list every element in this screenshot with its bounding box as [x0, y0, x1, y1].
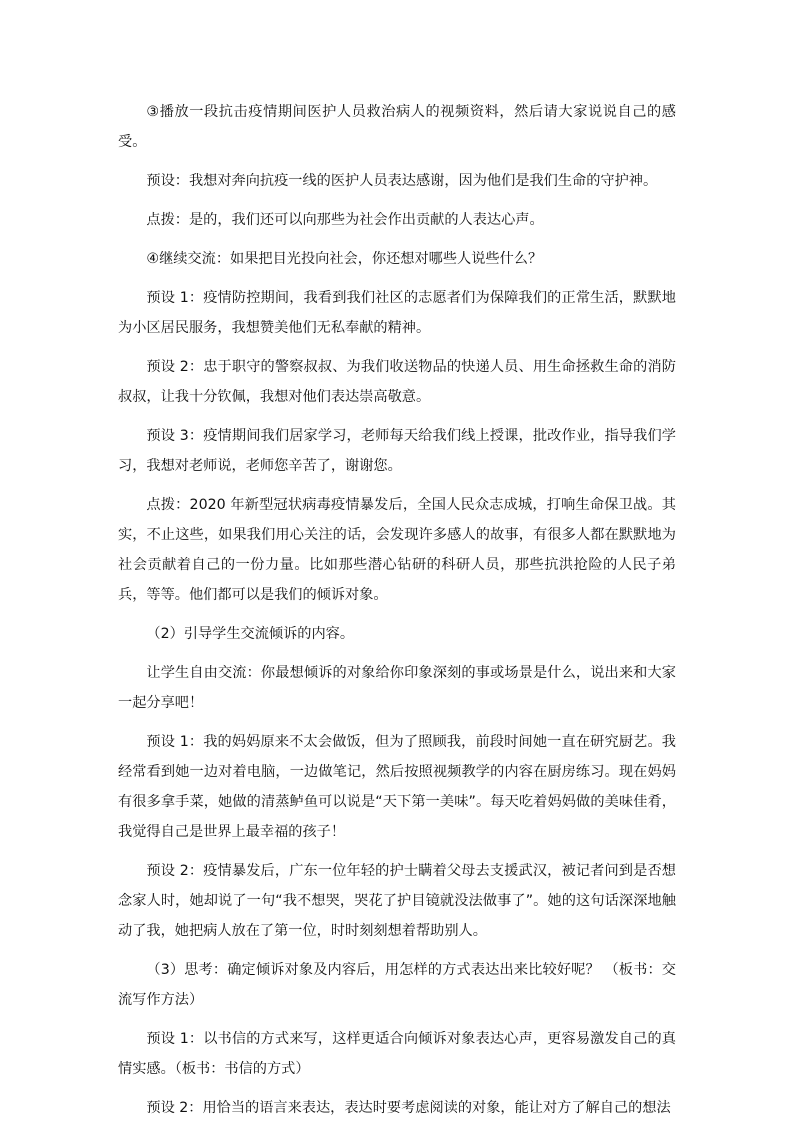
- paragraph-step-3-thinking: （3）思考：确定倾诉对象及内容后，用怎样的方式表达出来比较好呢？ （板书：交流写作方法）: [118, 962, 676, 1008]
- paragraph-preset-medical: 预设：我想对奔向抗疫一线的医护人员表达感谢，因为他们是我们生命的守护神。: [146, 173, 658, 189]
- paragraph-step-2-heading: （2）引导学生交流倾诉的内容。: [146, 626, 355, 642]
- paragraph-preset-mother: 预设 1：我的妈妈原来不太会做饭，但为了照顾我，前段时间她一直在研究厨艺。我经常看到她一边对着电脑，一边做笔记，然后按照视频教学的内容在厨房练习。现在妈妈有很多拿手菜，她做的清蒸鲈鱼可以说是“天下第一美味”。每天吃着妈妈做的美味佳肴，我觉得自己是世界上最幸福的孩子！: [118, 734, 676, 840]
- paragraph-preset-police: 预设 2：忠于职守的警察叔叔、为我们收送物品的快递人员、用生命拯救生命的消防叔叔，让我十分钦佩，我想对他们表达崇高敬意。: [118, 359, 676, 405]
- paragraph-video-prompt: ③播放一段抗击疫情期间医护人员救治病人的视频资料，然后请大家说说自己的感受。: [118, 104, 676, 150]
- paragraph-preset-language: 预设 2：用恰当的语言来表达，表达时要考虑阅读的对象，能让对方了解自己的想法: [146, 1100, 671, 1116]
- paragraph-guidance-2020: 点拨：2020 年新型冠状病毒疫情暴发后，全国人民众志成城，打响生命保卫战。其实，不止这些，如果我们用心关注的话，会发现许多感人的故事，有很多人都在默默地为社会贡献着自己的一份力量。比如那些潜心钻研的科研人员，那些抗洪抢险的人民子弟兵，等等。他们都可以是我们的倾诉对象。: [118, 497, 676, 603]
- paragraph-preset-volunteers: 预设 1：疫情防控期间，我看到我们社区的志愿者们为保障我们的正常生活，默默地为小区居民服务，我想赞美他们无私奉献的精神。: [118, 290, 676, 336]
- paragraph-preset-nurse: 预设 2：疫情暴发后，广东一位年轻的护士瞒着父母去支援武汉，被记者问到是否想念家人时，她却说了一句“我不想哭，哭花了护目镜就没法做事了”。她的这句话深深地触动了我，她把病人放在了第一位，时时刻刻想着帮助别人。: [118, 863, 676, 939]
- paragraph-free-discussion: 让学生自由交流：你最想倾诉的对象给你印象深刻的事或场景是什么，说出来和大家一起分享吧！: [118, 665, 676, 711]
- paragraph-continue-discussion: ④继续交流：如果把目光投向社会，你还想对哪些人说些什么？: [146, 251, 543, 267]
- paragraph-preset-letter: 预设 1：以书信的方式来写，这样更适合向倾诉对象表达心声，更容易激发自己的真情实感。（板书：书信的方式）: [118, 1031, 676, 1077]
- paragraph-guidance-contributors: 点拨：是的，我们还可以向那些为社会作出贡献的人表达心声。: [146, 212, 544, 228]
- paragraph-preset-teachers: 预设 3：疫情期间我们居家学习，老师每天给我们线上授课，批改作业，指导我们学习，我想对老师说，老师您辛苦了，谢谢您。: [118, 428, 676, 474]
